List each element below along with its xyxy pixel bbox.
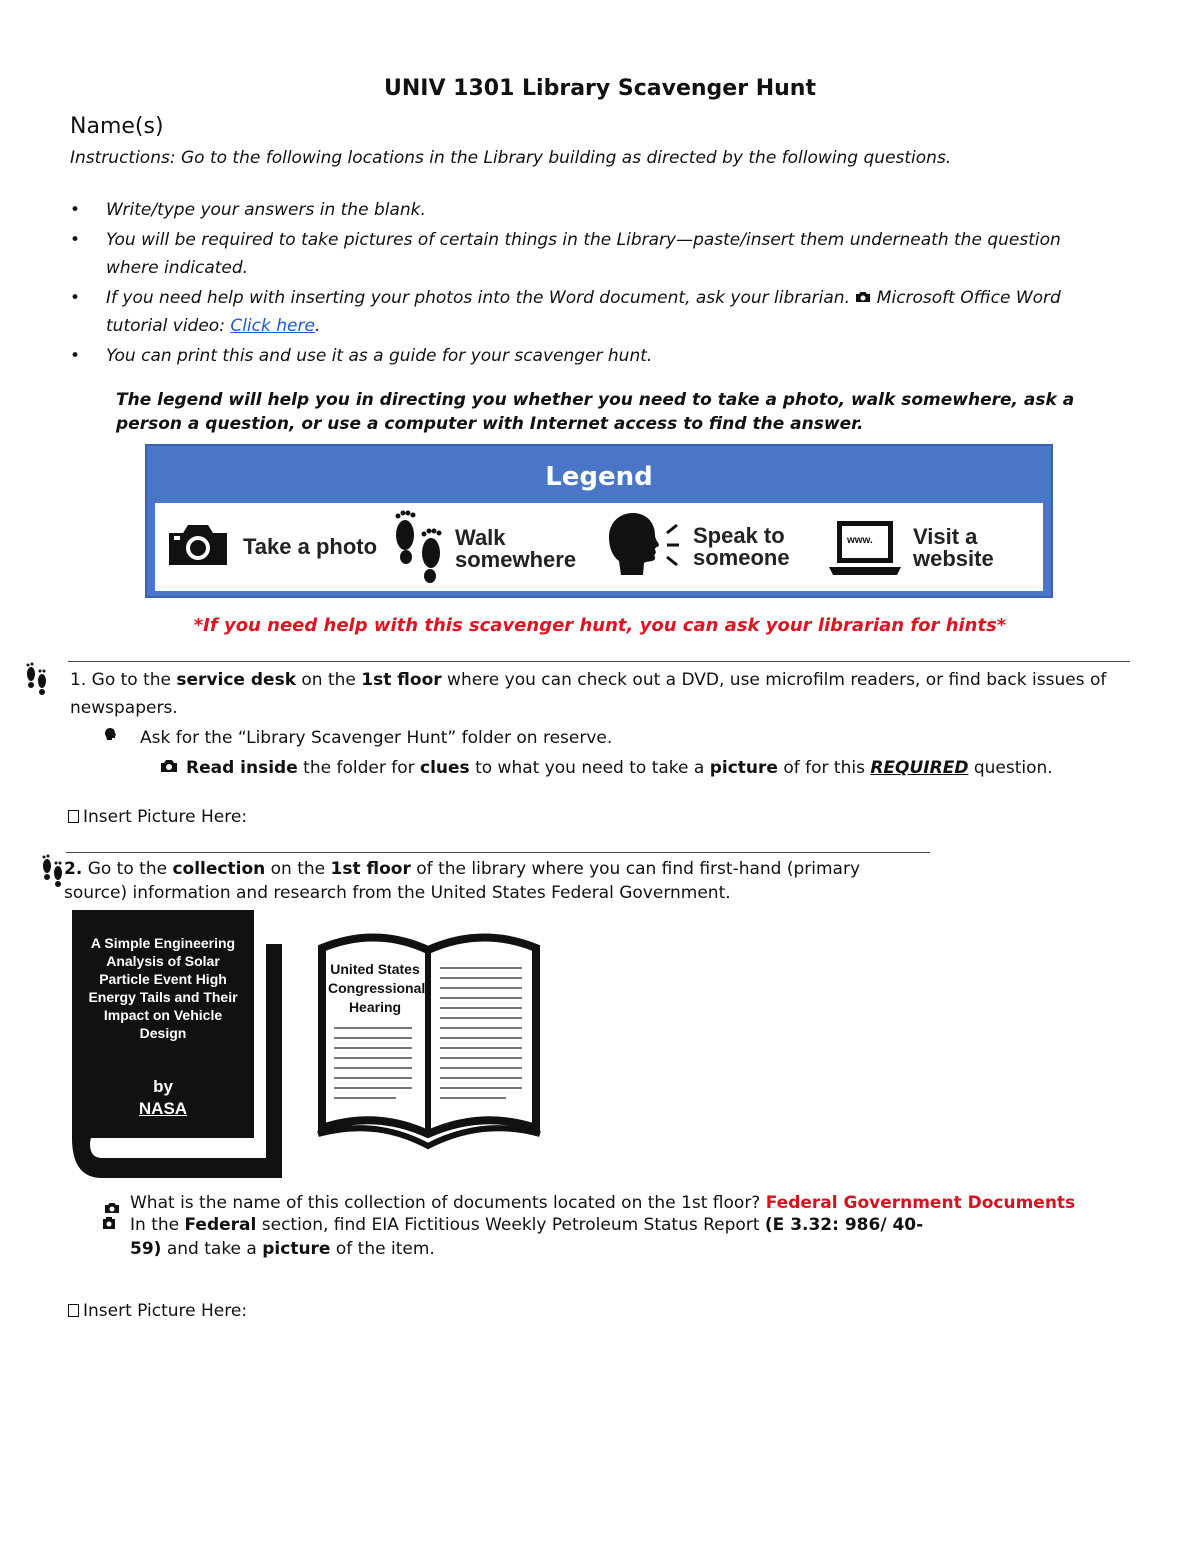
camera-icon — [855, 288, 876, 308]
list-item: • You will be required to take pictures of certain things in the Library—paste/insert them underneath the question where indicated. — [70, 226, 1110, 282]
legend-panel — [155, 503, 1043, 591]
list-item: • Write/type your answers in the blank. — [70, 196, 1110, 224]
hint-text: *If you need help with this scavenger hunt, you can ask your librarian for hints* — [193, 615, 1007, 636]
question-2: 2. Go to the collection on the 1st floor of the library where you can find first-hand (primary source) information and research from the United States Federal Government. — [64, 859, 861, 903]
list-item: • You can print this and use it as a guide for your scavenger hunt. — [70, 342, 1110, 370]
list-item: • If you need help with inserting your photos into the Word document, ask your librarian. Microsoft Office Word tutorial video: Click here. — [70, 284, 1110, 340]
footprints-icon — [40, 854, 66, 893]
ask-instruction: Ask for the “Library Scavenger Hunt” folder on reserve. — [140, 728, 613, 748]
divider — [66, 852, 930, 853]
insert-picture-1[interactable]: Insert Picture Here: — [68, 803, 247, 831]
names-label: Name(s) — [70, 114, 164, 139]
image-placeholder-icon — [68, 1304, 79, 1317]
footprints-icon — [391, 505, 447, 592]
legend-note: The legend will help you in directing you whether you need to take a photo, walk somewhere, ask a person a question, or use a computer with Internet access to find the answer. — [116, 390, 1075, 434]
speaking-head-icon — [104, 725, 120, 746]
laptop-icon: www. — [827, 517, 903, 579]
instruction-list — [70, 196, 1110, 372]
legend-item-walk: Walk somewhere — [391, 505, 585, 592]
tutorial-link[interactable]: Click here — [230, 316, 315, 336]
camera-icon — [102, 1214, 116, 1235]
question-1: 1. Go to the service desk on the 1st floor where you can check out a DVD, use microfilm readers, or find back issues of newspapers. — [70, 670, 1107, 718]
image-placeholder-icon — [68, 810, 79, 823]
page-title: UNIV 1301 Library Scavenger Hunt — [384, 76, 816, 101]
divider — [68, 661, 1130, 662]
photo-instruction: Read inside the folder for clues to what you need to take a picture of for this REQUIRED question. — [186, 758, 1053, 778]
hearing-book-image: United States Congressional Hearing — [316, 928, 542, 1154]
camera-icon — [160, 757, 178, 778]
insert-picture-2[interactable]: Insert Picture Here: — [68, 1297, 247, 1325]
footprints-icon — [24, 662, 50, 701]
legend-item-website: www. Visit a website — [827, 517, 1023, 579]
nasa-book-image: A Simple Engineering Analysis of Solar Particle Event High Energy Tails and Their Impact on Vehicle Design by NASA — [72, 910, 284, 1180]
legend-item-speak: Speak to someone — [607, 511, 813, 582]
collection-answer: Federal Government Documents — [765, 1193, 1076, 1213]
camera-icon — [167, 521, 229, 572]
find-item-instruction: In the Federal section, find EIA Fictitious Weekly Petroleum Status Report (E 3.32: 986/ 40-59) and take a picture of the item. — [130, 1215, 924, 1259]
collection-question: What is the name of this collection of documents located on the 1st floor? Federal Government Documents — [130, 1193, 1076, 1213]
speaking-head-icon — [607, 511, 683, 582]
legend-title: Legend — [545, 462, 653, 492]
instructions: Instructions: Go to the following locations in the Library building as directed by the following questions. — [70, 148, 952, 168]
legend-item-photo: Take a photo — [167, 521, 377, 572]
